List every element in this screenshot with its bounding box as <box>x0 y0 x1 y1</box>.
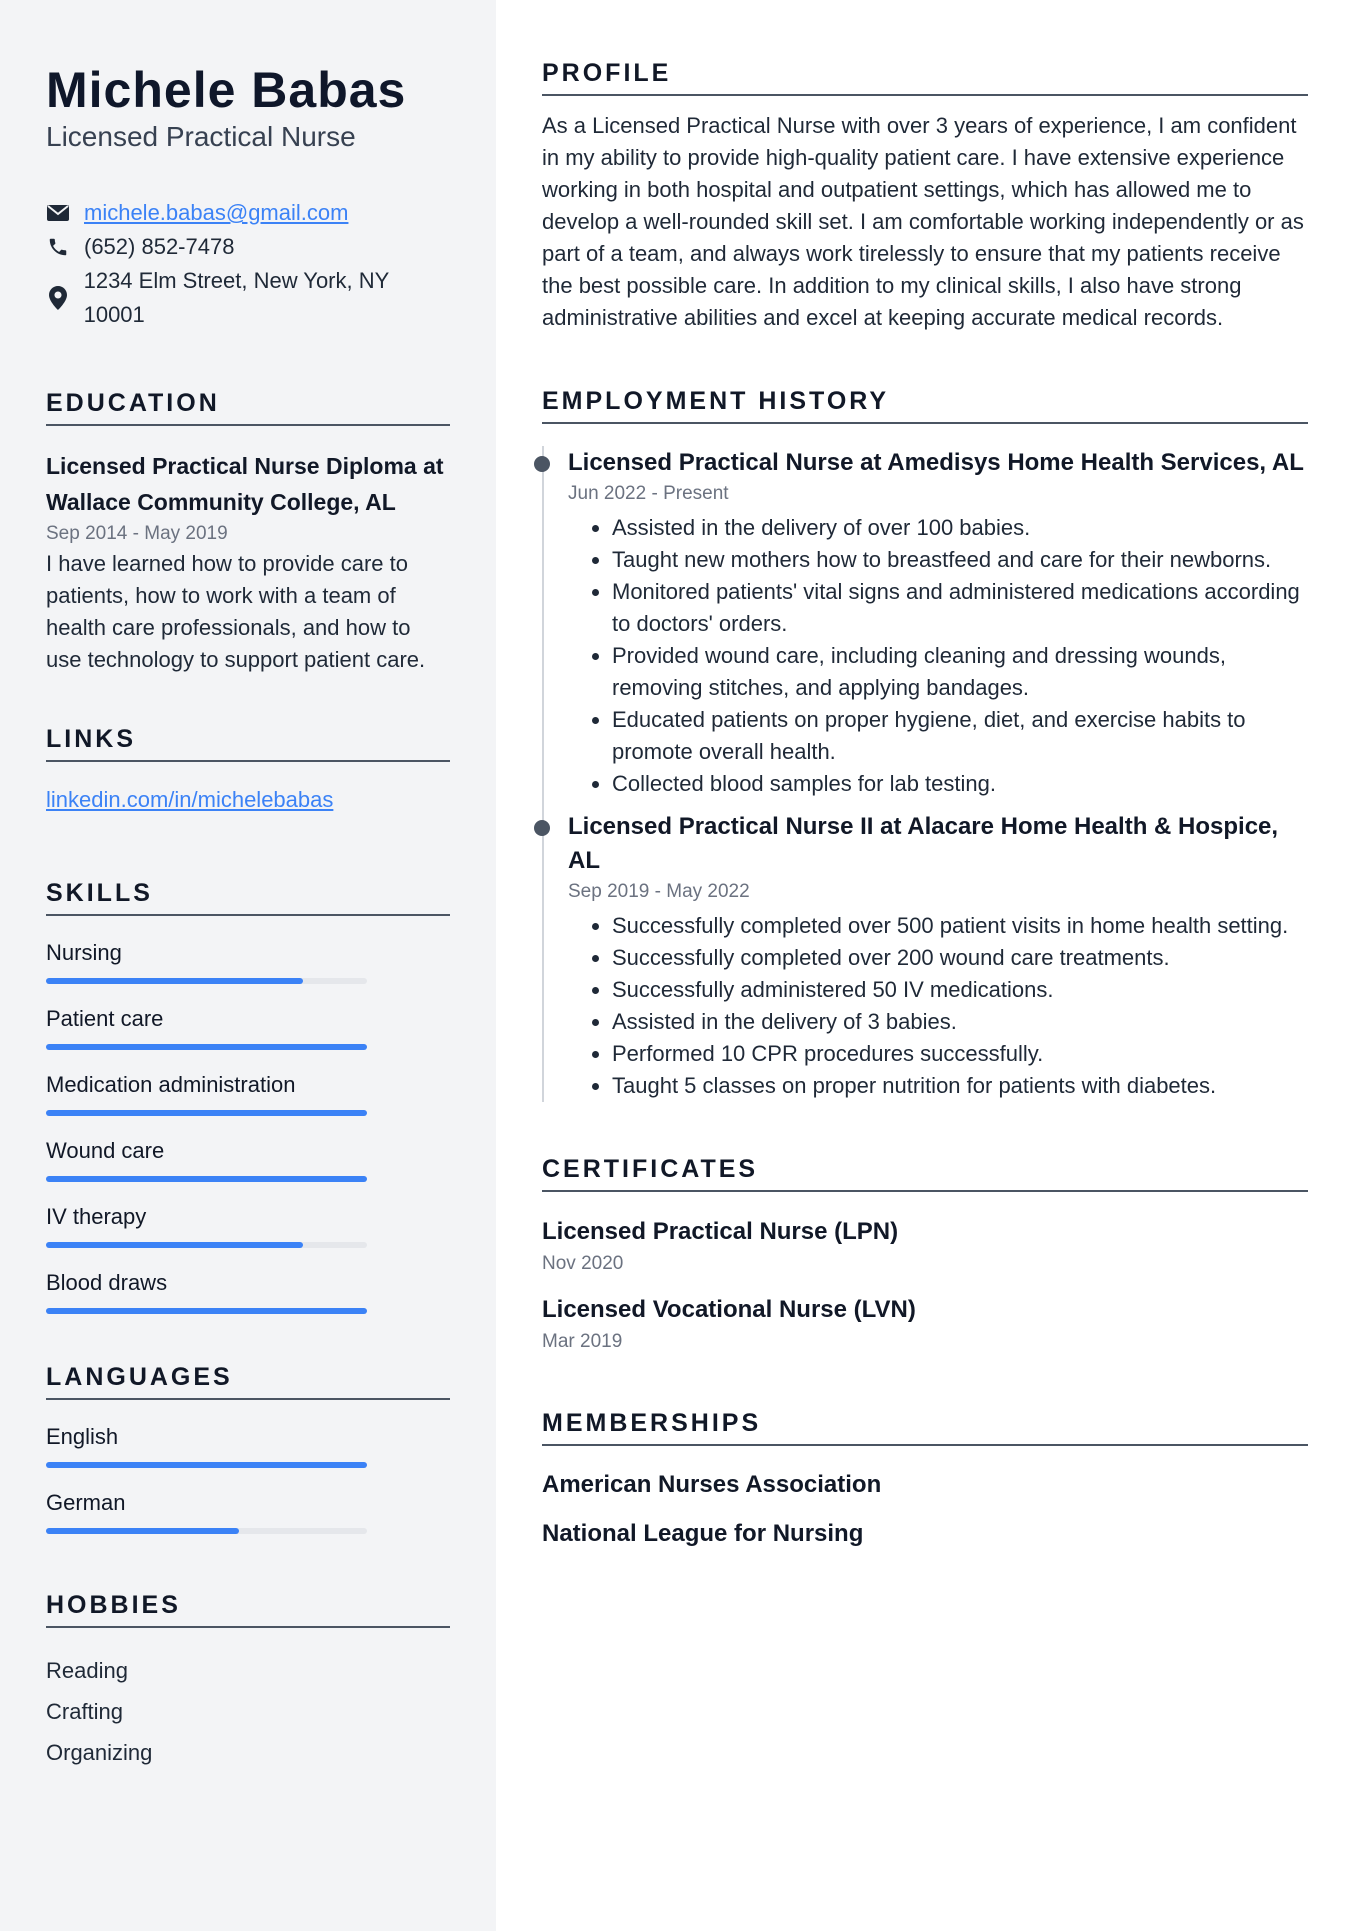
job-bullet: • Provided wound care, including cleaning and dressing wounds, removing stitches, and applying bandages. <box>612 640 1308 704</box>
contact-phone <box>46 230 450 264</box>
skill-item <box>46 1004 450 1050</box>
hobby-item: Crafting <box>46 1699 124 1724</box>
contact-list <box>46 196 450 332</box>
job-bullet: • Successfully completed over 200 wound care treatments. <box>612 942 1308 974</box>
envelope-icon <box>46 201 70 225</box>
phone-number: (652) 852-7478 <box>84 234 235 259</box>
education-section <box>46 388 450 676</box>
skill-label: Blood draws <box>46 1270 168 1295</box>
links-section <box>46 724 450 816</box>
skill-bar <box>46 1176 367 1182</box>
language-label: English <box>46 1424 119 1449</box>
job-bullet: • Educated patients on proper hygiene, diet, and exercise habits to promote overall health. <box>612 704 1308 768</box>
hobby-item: Organizing <box>46 1740 153 1765</box>
employment-timeline <box>542 446 1308 1102</box>
profile-section <box>542 58 1308 334</box>
contact-address <box>46 264 450 332</box>
membership-item: American Nurses Association <box>542 1471 882 1498</box>
address-text: 1234 Elm Street, New York, NY 10001 <box>83 268 389 327</box>
education-heading: EDUCATION <box>46 388 450 426</box>
skill-bar <box>46 1242 367 1248</box>
skills-section <box>46 878 450 1314</box>
language-bar-fill <box>46 1528 239 1534</box>
profile-heading: PROFILE <box>542 58 1308 96</box>
skill-item <box>46 1136 450 1182</box>
phone-icon <box>46 235 70 259</box>
skill-item <box>46 1202 450 1248</box>
certificate-date: Nov 2020 <box>542 1253 624 1274</box>
job-dates: Sep 2019 - May 2022 <box>568 881 750 902</box>
profile-text: As a Licensed Practical Nurse with over 3 years of experience, I am confident in my ability to provide high-quality patient care. I have extensive experience working in both hospital and outpatient settings, which has allowed me to develop a well-rounded skill set. I am comfortable working independently or as part of a team, and always work tirelessly to ensure that my patients receive the best possible care. In addition to my clinical skills, I also have strong administrative abilities and excel at keeping accurate medical records. <box>542 113 1304 330</box>
timeline-dot-icon <box>534 456 550 472</box>
map-pin-icon <box>46 286 70 310</box>
education-title: Licensed Practical Nurse Diploma at Wallace Community College, AL <box>46 453 444 515</box>
job-bullet: • Collected blood samples for lab testing. <box>612 768 1308 800</box>
skill-item <box>46 1268 450 1314</box>
skill-bar-fill <box>46 1242 303 1248</box>
languages-section <box>46 1362 450 1534</box>
certificates-heading: CERTIFICATES <box>542 1154 1308 1192</box>
linkedin-link[interactable]: linkedin.com/in/michelebabas <box>46 787 334 812</box>
job-bullet: • Monitored patients' vital signs and administered medications according to doctors' orders. <box>612 576 1308 640</box>
hobbies-section <box>46 1590 450 1773</box>
skill-label: IV therapy <box>46 1204 147 1229</box>
certificates-section <box>542 1154 1308 1356</box>
job-title: Licensed Practical Nurse at Amedisys Home Health Services, AL <box>568 449 1304 476</box>
language-item <box>46 1488 450 1534</box>
sidebar <box>0 0 496 1931</box>
timeline-dot-icon <box>534 820 550 836</box>
job-title: Licensed Practical Nurse II at Alacare Home Health & Hospice, AL <box>568 813 1279 874</box>
job-dates: Jun 2022 - Present <box>568 483 729 504</box>
job-bullet: • Assisted in the delivery of over 100 babies. <box>612 512 1308 544</box>
education-description: I have learned how to provide care to patients, how to work with a team of health care professionals, and how to use technology to support patient care. <box>46 551 426 672</box>
candidate-title: Licensed Practical Nurse <box>46 121 356 152</box>
skill-bar-fill <box>46 1176 367 1182</box>
employment-heading: EMPLOYMENT HISTORY <box>542 386 1308 424</box>
job-bullets <box>568 910 1308 1102</box>
skill-bar <box>46 1044 367 1050</box>
job-bullet: • Assisted in the delivery of 3 babies. <box>612 1006 1308 1038</box>
language-bar <box>46 1528 367 1534</box>
skill-label: Patient care <box>46 1006 164 1031</box>
skill-item <box>46 1070 450 1116</box>
language-label: German <box>46 1490 126 1515</box>
education-item <box>46 448 450 676</box>
skill-label: Wound care <box>46 1138 165 1163</box>
certificate-item <box>542 1292 1308 1356</box>
skill-bar-fill <box>46 1308 367 1314</box>
skill-label: Nursing <box>46 940 122 965</box>
job-bullet: • Successfully administered 50 IV medications. <box>612 974 1308 1006</box>
job-bullet: • Taught new mothers how to breastfeed and care for their newborns. <box>612 544 1308 576</box>
languages-heading: LANGUAGES <box>46 1362 450 1400</box>
certificate-item <box>542 1214 1308 1278</box>
skill-item <box>46 938 450 984</box>
job-bullet: • Successfully completed over 500 patient visits in home health setting. <box>612 910 1308 942</box>
membership-item: National League for Nursing <box>542 1520 864 1547</box>
skill-bar <box>46 1110 367 1116</box>
job-bullet: • Taught 5 classes on proper nutrition for patients with diabetes. <box>612 1070 1308 1102</box>
education-dates: Sep 2014 - May 2019 <box>46 523 228 544</box>
language-bar <box>46 1462 367 1468</box>
job-item <box>568 446 1308 800</box>
skill-bar-fill <box>46 978 303 984</box>
job-bullets <box>568 512 1308 800</box>
job-item <box>568 810 1308 1102</box>
employment-section <box>542 386 1308 1102</box>
skill-bar <box>46 978 367 984</box>
memberships-heading: MEMBERSHIPS <box>542 1408 1308 1446</box>
skill-bar <box>46 1308 367 1314</box>
certificate-title: Licensed Practical Nurse (LPN) <box>542 1218 899 1245</box>
hobbies-heading: HOBBIES <box>46 1590 450 1628</box>
skill-bar-fill <box>46 1044 367 1050</box>
memberships-section <box>542 1408 1308 1558</box>
main-content <box>496 0 1366 1931</box>
skills-heading: SKILLS <box>46 878 450 916</box>
language-bar-fill <box>46 1462 367 1468</box>
contact-email <box>46 196 450 230</box>
hobby-item: Reading <box>46 1658 128 1683</box>
candidate-name: Michele Babas <box>46 62 407 118</box>
email-link[interactable]: michele.babas@gmail.com <box>84 200 349 225</box>
certificate-title: Licensed Vocational Nurse (LVN) <box>542 1296 916 1323</box>
certificate-date: Mar 2019 <box>542 1331 623 1352</box>
language-item <box>46 1422 450 1468</box>
job-bullet: • Performed 10 CPR procedures successfully. <box>612 1038 1308 1070</box>
skill-label: Medication administration <box>46 1072 296 1097</box>
skill-bar-fill <box>46 1110 367 1116</box>
links-heading: LINKS <box>46 724 450 762</box>
